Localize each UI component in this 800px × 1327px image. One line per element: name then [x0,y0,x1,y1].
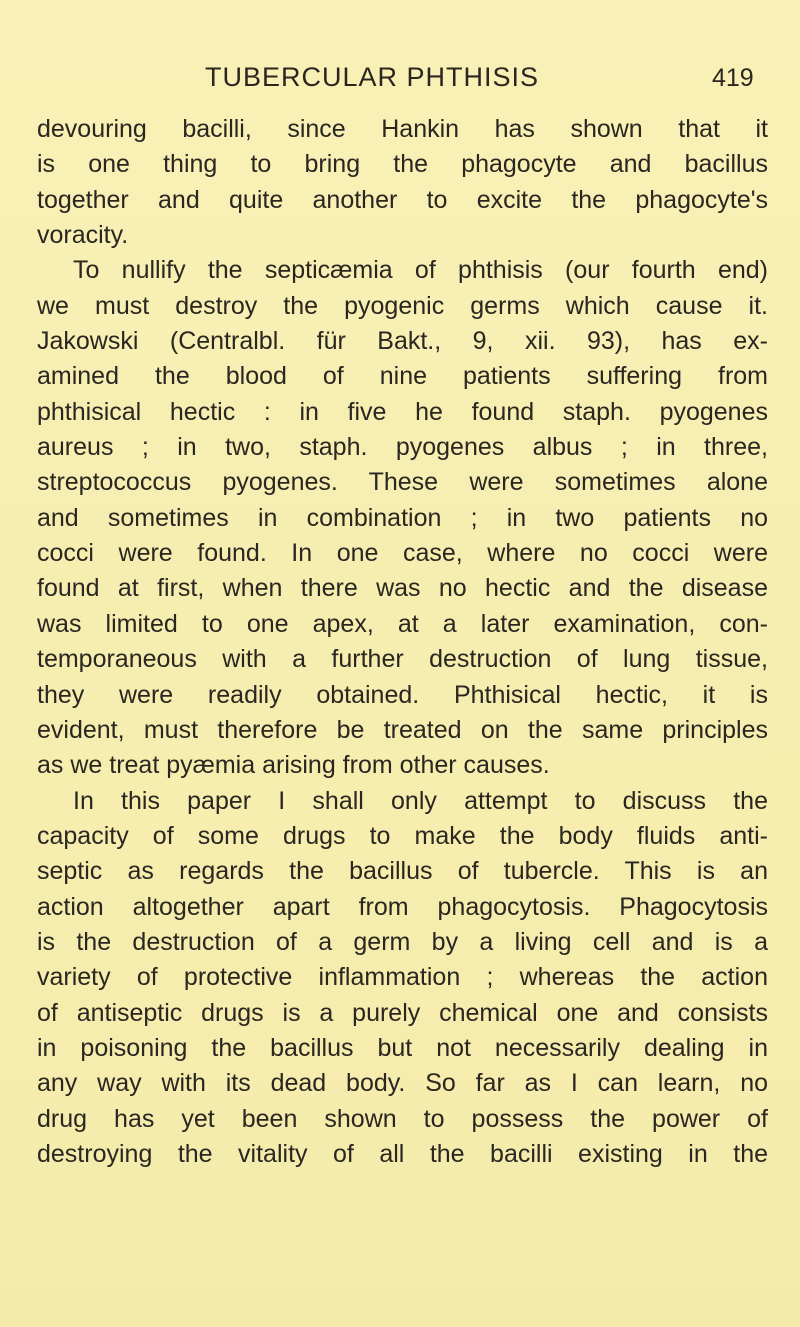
text-line: was limited to one apex, at a later examination, con- [37,609,768,638]
text-line: they were readily obtained. Phthisical hectic, it is [37,680,768,709]
text-line: is the destruction of a germ by a living cell and is a [37,927,768,956]
text-line: aureus ; in two, staph. pyogenes albus ; in three, [37,433,768,462]
running-head [0,62,800,98]
text-line: as we treat pyæmia arising from other causes. [37,751,550,780]
text-line: is one thing to bring the phagocyte and bacillus [37,150,768,179]
text-line: voracity. [37,221,129,250]
text-line: destroying the vitality of all the bacilli existing in the [37,1139,768,1168]
text-line: found at first, when there was no hectic and the disease [37,574,768,603]
text-line: septic as regards the bacillus of tubercle. This is an [37,857,768,886]
text-line: streptococcus pyogenes. These were sometimes alone [37,468,768,497]
text-line: Jakowski (Centralbl. für Bakt., 9, xii. 93), has ex- [37,327,768,356]
text-line: any way with its dead body. So far as I can learn, no [37,1069,768,1098]
text-line: variety of protective inflammation ; whereas the action [37,963,768,992]
text-line: we must destroy the pyogenic germs which cause it. [37,291,768,320]
text-line: and sometimes in combination ; in two patients no [37,503,768,532]
text-line: cocci were found. In one case, where no cocci were [37,539,768,568]
text-line: of antiseptic drugs is a purely chemical one and consists [37,998,768,1027]
text-line: To nullify the septicæmia of phthisis (our fourth end) [73,256,768,285]
text-line: phthisical hectic : in five he found staph. pyogenes [37,397,768,426]
text-line: capacity of some drugs to make the body fluids anti- [37,821,768,850]
text-line: In this paper I shall only attempt to discuss the [73,786,768,815]
text-line: temporaneous with a further destruction of lung tissue, [37,645,768,674]
text-line: together and quite another to excite the phagocyte's [37,185,768,214]
text-line: action altogether apart from phagocytosis. Phagocytosis [37,892,768,921]
text-line: devouring bacilli, since Hankin has shown that it [37,115,768,143]
text-line: evident, must therefore be treated on the same principles [37,715,768,744]
text-line: amined the blood of nine patients suffering from [37,362,768,391]
body-text [37,112,768,1172]
text-line: drug has yet been shown to possess the power of [37,1104,768,1133]
running-title: TUBERCULAR PHTHISIS [205,62,540,92]
page-number: 419 [712,64,754,92]
text-line: in poisoning the bacillus but not necessarily dealing in [37,1033,768,1062]
